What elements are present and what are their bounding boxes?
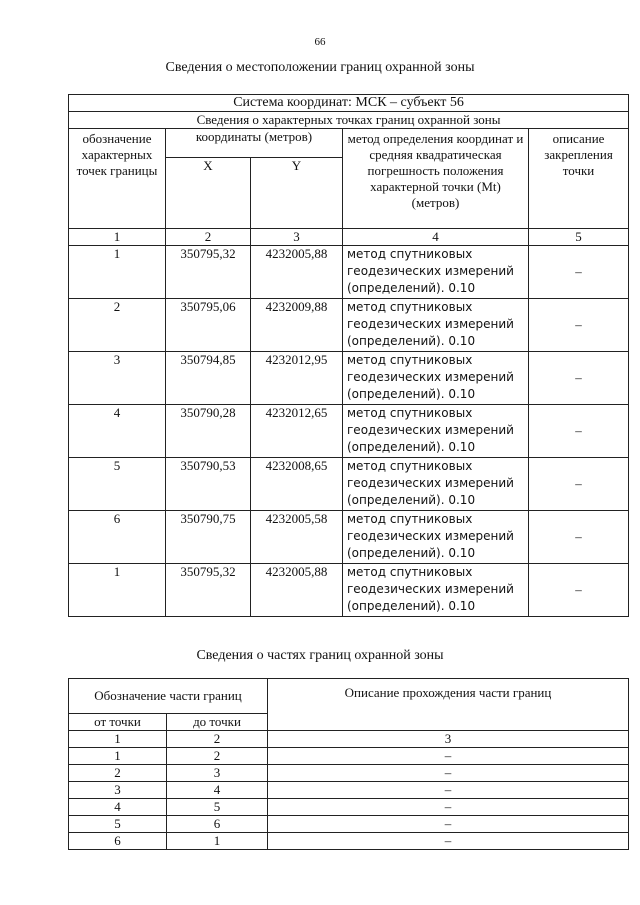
header-description: описание закрепления точки (529, 129, 629, 229)
method-description: метод спутниковых геодезических измерений (определений). 0.10 (343, 299, 529, 352)
part-description: – (268, 816, 629, 833)
to-point: 6 (167, 816, 268, 833)
from-point: 2 (69, 765, 167, 782)
to-point: 3 (167, 765, 268, 782)
coordinate-y: 4232005,88 (251, 564, 343, 617)
method-description: метод спутниковых геодезических измерений (определений). 0.10 (343, 352, 529, 405)
point-number: 5 (69, 458, 166, 511)
method-description: метод спутниковых геодезических измерений (определений). 0.10 (343, 564, 529, 617)
page-number: 66 (314, 36, 326, 48)
point-fixing-description: – (529, 352, 629, 405)
table-row (69, 816, 629, 833)
coords-body (69, 246, 629, 617)
table-row (69, 299, 629, 352)
from-point: 3 (69, 782, 167, 799)
table-row (69, 782, 629, 799)
to-point: 1 (167, 833, 268, 850)
point-fixing-description: – (529, 511, 629, 564)
point-fixing-description: – (529, 246, 629, 299)
point-number: 2 (69, 299, 166, 352)
header-to-point: до точки (167, 714, 268, 731)
header-part-description: Описание прохождения части границ (268, 679, 629, 731)
from-point: 5 (69, 816, 167, 833)
from-point: 1 (69, 748, 167, 765)
point-number: 4 (69, 405, 166, 458)
coordinate-x: 350795,32 (166, 564, 251, 617)
to-point: 5 (167, 799, 268, 816)
header-x: X (166, 158, 251, 229)
method-description: метод спутниковых геодезических измерений (определений). 0.10 (343, 246, 529, 299)
coordinate-x: 350795,06 (166, 299, 251, 352)
column-number: 2 (167, 731, 268, 748)
column-number: 1 (69, 229, 166, 246)
header-coordinates: координаты (метров) (166, 129, 343, 158)
from-point: 6 (69, 833, 167, 850)
table-row (69, 799, 629, 816)
section-title-parts: Сведения о частях границ охранной зоны (196, 648, 444, 663)
coordinate-x: 350794,85 (166, 352, 251, 405)
point-number: 6 (69, 511, 166, 564)
part-description: – (268, 782, 629, 799)
point-number: 3 (69, 352, 166, 405)
point-number: 1 (69, 564, 166, 617)
table-row (69, 352, 629, 405)
coordinate-y: 4232008,65 (251, 458, 343, 511)
coordinate-x: 350790,53 (166, 458, 251, 511)
coordinate-x: 350790,28 (166, 405, 251, 458)
column-number: 4 (343, 229, 529, 246)
coordinate-x: 350795,32 (166, 246, 251, 299)
column-number: 3 (251, 229, 343, 246)
coordinate-x: 350790,75 (166, 511, 251, 564)
part-description: – (268, 748, 629, 765)
header-part-designation: Обозначение части границ (69, 679, 268, 714)
table-row (69, 765, 629, 782)
table-row (69, 564, 629, 617)
coordinate-system: Система координат: МСК – субъект 56 (69, 95, 629, 112)
boundary-parts-table (68, 678, 629, 850)
section-title-location: Сведения о местоположении границ охранной зоны (165, 60, 475, 75)
point-fixing-description: – (529, 564, 629, 617)
table-row (69, 405, 629, 458)
column-number: 2 (166, 229, 251, 246)
part-description: – (268, 799, 629, 816)
table-row (69, 748, 629, 765)
table-row (69, 833, 629, 850)
header-method: метод определения координат и средняя квадратическая погрешность положения характерной точки (Mt) (метров) (343, 129, 529, 229)
point-fixing-description: – (529, 458, 629, 511)
part-description: – (268, 833, 629, 850)
header-from-point: от точки (69, 714, 167, 731)
coordinate-y: 4232009,88 (251, 299, 343, 352)
parts-body (69, 748, 629, 850)
point-number: 1 (69, 246, 166, 299)
point-fixing-description: – (529, 299, 629, 352)
part-description: – (268, 765, 629, 782)
parts-column-numbers-row (69, 731, 629, 748)
method-description: метод спутниковых геодезических измерений (определений). 0.10 (343, 458, 529, 511)
to-point: 4 (167, 782, 268, 799)
table-row (69, 511, 629, 564)
header-designation: обозначение характерных точек границы (69, 129, 166, 229)
table-row (69, 246, 629, 299)
column-number: 3 (268, 731, 629, 748)
column-numbers-row (69, 229, 629, 246)
coordinate-y: 4232005,58 (251, 511, 343, 564)
table-row (69, 458, 629, 511)
method-description: метод спутниковых геодезических измерений (определений). 0.10 (343, 511, 529, 564)
from-point: 4 (69, 799, 167, 816)
header-y: Y (251, 158, 343, 229)
table-subtitle: Сведения о характерных точках границ охранной зоны (69, 112, 629, 129)
coordinate-y: 4232012,95 (251, 352, 343, 405)
method-description: метод спутниковых геодезических измерений (определений). 0.10 (343, 405, 529, 458)
coordinate-y: 4232012,65 (251, 405, 343, 458)
column-number: 1 (69, 731, 167, 748)
to-point: 2 (167, 748, 268, 765)
column-number: 5 (529, 229, 629, 246)
point-fixing-description: – (529, 405, 629, 458)
coordinate-y: 4232005,88 (251, 246, 343, 299)
boundary-points-table (68, 94, 629, 617)
